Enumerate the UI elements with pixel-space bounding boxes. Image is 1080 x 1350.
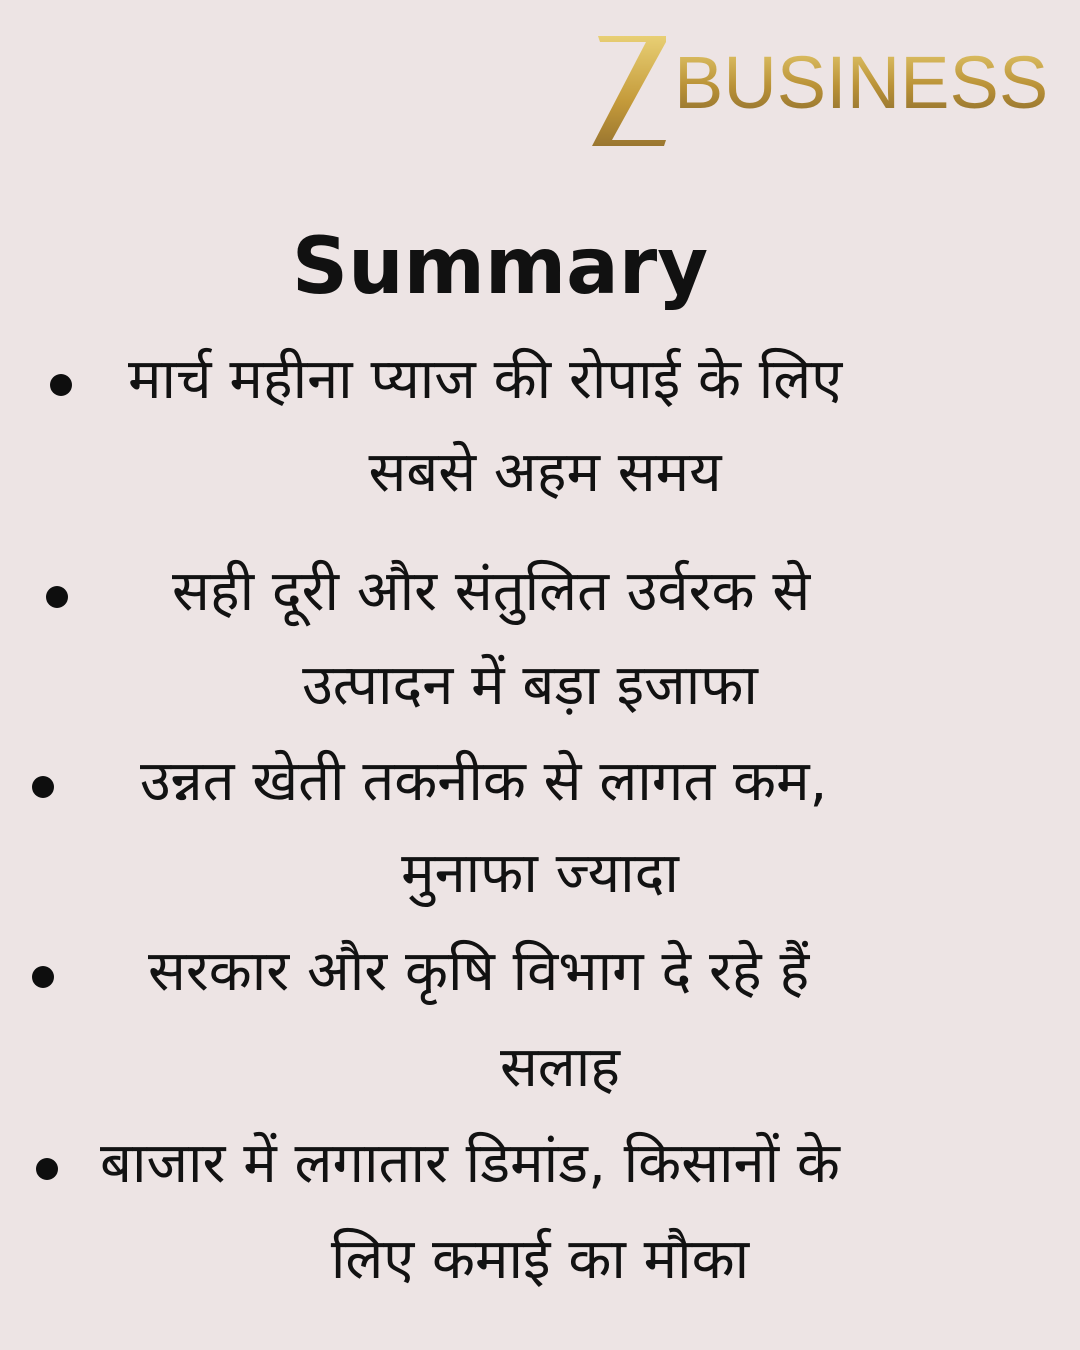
bullet-3-line-1: उन्नत खेती तकनीक से लागत कम,	[140, 749, 828, 814]
bullet-dot-icon	[50, 374, 72, 396]
bullet-2-line-2: उत्पादन में बड़ा इजाफा	[302, 653, 758, 718]
bullet-3-line-2: मुनाफा ज्यादा	[401, 841, 679, 906]
bullet-1-line-2: सबसे अहम समय	[368, 440, 722, 505]
bullet-dot-icon	[36, 1158, 58, 1180]
bullet-2-line-1: सही दूरी और संतुलित उर्वरक से	[172, 559, 811, 624]
bullet-5-line-1: बाजार में लगातार डिमांड, किसानों के	[100, 1131, 840, 1196]
bullet-4-line-1: सरकार और कृषि विभाग दे रहे हैं	[148, 939, 810, 1004]
logo-wordmark: BUSINESS	[674, 41, 1049, 124]
bullet-5-line-2: लिए कमाई का मौका	[330, 1227, 750, 1292]
bullet-dot-icon	[32, 966, 54, 988]
summary-title: Summary	[291, 222, 709, 312]
bullet-dot-icon	[32, 776, 54, 798]
bullet-dot-icon	[46, 586, 68, 608]
bullet-1-line-1: मार्च महीना प्याज की रोपाई के लिए	[128, 347, 843, 412]
bullet-4-line-2: सलाह	[499, 1035, 621, 1100]
